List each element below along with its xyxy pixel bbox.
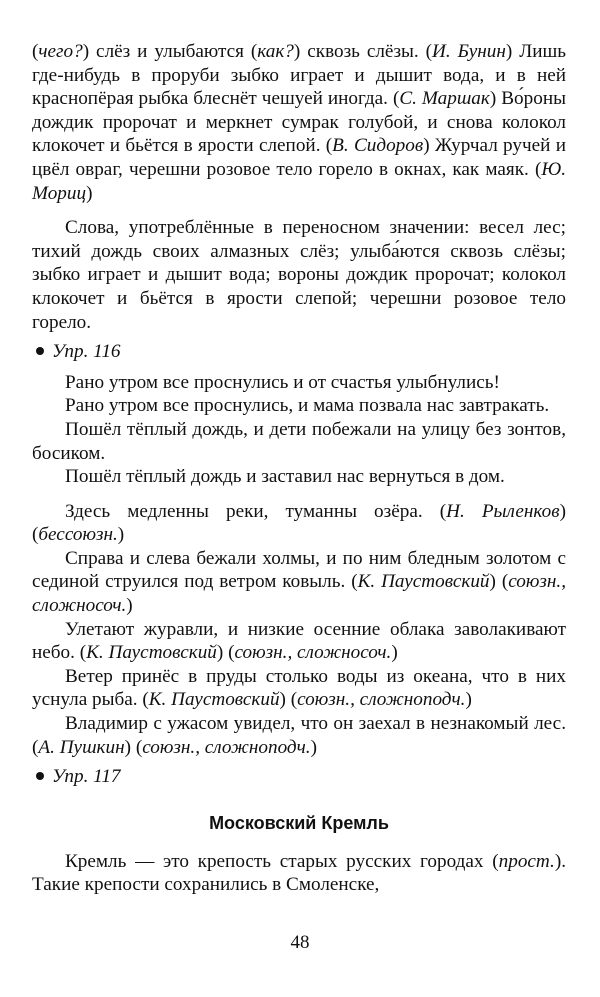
italic-text: чего?: [38, 41, 83, 62]
author-name: В. Сидоров: [332, 135, 424, 157]
paragraph-figurative-words: Слова, употреблённые в переносном значении: весел лес; тихий дождь своих алмазных слёз; улыба́ются сквозь слёзы; зыбко играет и дышит вода; вороны дождик пророчат; колокол клокочет и бьётся в ярости слепой; черешни розовое тело горело.: [32, 217, 566, 333]
author-name: Н. Рыленков: [446, 500, 560, 522]
page-number: 48: [290, 932, 310, 953]
quote-1: Здесь медленны реки, туманны озёра. (Н. Рыленков) (бессоюзн.): [32, 500, 566, 546]
author-name: К. Паустовский: [86, 642, 217, 664]
exercise-116-label: Упр. 116: [32, 340, 566, 364]
section-heading: Московский Кремль: [209, 812, 389, 833]
text: ) Журчал ручей и цвёл овраг, черешни розовое тело горело в окнах, как маяк. (: [32, 135, 566, 180]
quote-3: Улетают журавли, и низкие осенние облака заволакивают небо. (К. Паустовский) (союзн., сложносоч.): [32, 618, 566, 664]
bullet-icon: [36, 772, 44, 780]
page-content: [32, 40, 566, 897]
author-name: К. Паустовский: [357, 571, 490, 593]
italic-text: как?: [257, 41, 294, 62]
paragraph-quotes: (чего?) слёз и улыбаются (как?) сквозь слёзы. (И. Бунин) Лишь где-нибудь в проруби зыбко играет и дышит вода, и в ней краснопёрая рыбка блеснёт чешуей иногда. (С. Маршак) Во́роны дождик пророчат и меркнет сумрак голубой, и снова колокол клокочет и бьётся в ярости слепой. (В. Сидоров) Журчал ручей и цвёл овраг, черешни розовое тело горело в окнах, как маяк. (Ю. Мориц): [32, 41, 567, 204]
sentence-2: Рано утром все проснулись, и мама позвала нас завтракать.: [65, 395, 550, 417]
author-name: Ю. Мориц: [32, 158, 566, 204]
text: ) сквозь слёзы. (: [293, 41, 433, 62]
exercise-117-label: Упр. 117: [32, 765, 566, 789]
text: ) Лишь где-нибудь в проруби зыбко играет и дышит вода, и в ней краснопёрая рыбка блеснёт чешуей иногда. (: [32, 41, 567, 110]
bullet-icon: [36, 347, 44, 355]
sentence-4: Пошёл тёплый дождь и заставил нас вернуться в дом.: [65, 466, 505, 488]
quote-4: Ветер принёс в пруды столько воды из океана, что в них уснула рыба. (К. Паустовский) (союзн., сложноподч.): [32, 665, 566, 711]
author-name: А. Пушкин: [38, 736, 125, 758]
sentence-1: Рано утром все проснулись и от счастья улыбнулись!: [65, 371, 500, 393]
sentence-3: Пошёл тёплый дождь, и дети побежали на улицу без зонтов, босиком.: [32, 418, 566, 464]
sentence-type: союзн., сложносоч.: [32, 571, 566, 617]
sentence-type: бессоюзн.: [38, 524, 118, 546]
quote-5: Владимир с ужасом увидел, что он заехал в незнакомый лес. (А. Пушкин) (союзн., сложноподч.): [32, 713, 566, 758]
sentence-type: союзн., сложноподч.: [142, 736, 311, 758]
author-name: С. Маршак: [399, 88, 490, 110]
text: ): [86, 182, 93, 204]
text: слёз и улыбаются (: [89, 41, 258, 62]
quote-2: Справа и слева бежали холмы, и по ним бледным золотом с сединой струился под ветром ковыль. (К. Паустовский) (союзн., сложносоч.): [32, 547, 566, 617]
paragraph-kremlin: Кремль — это крепость старых русских городах (прост.). Такие крепости сохранились в Смоленске,: [32, 850, 566, 896]
sentence-type: союзн., сложноподч.: [297, 689, 466, 711]
sentence-type: союзн., сложносоч.: [234, 642, 392, 664]
sentence-type: прост.: [498, 850, 555, 872]
author-name: К. Паустовский: [148, 689, 280, 711]
text: ) Во́роны дождик пророчат и меркнет сумрак голубой, и снова колокол клокочет и бьётся в ярости слепой. (: [32, 88, 566, 157]
author-name: И. Бунин: [432, 41, 506, 62]
